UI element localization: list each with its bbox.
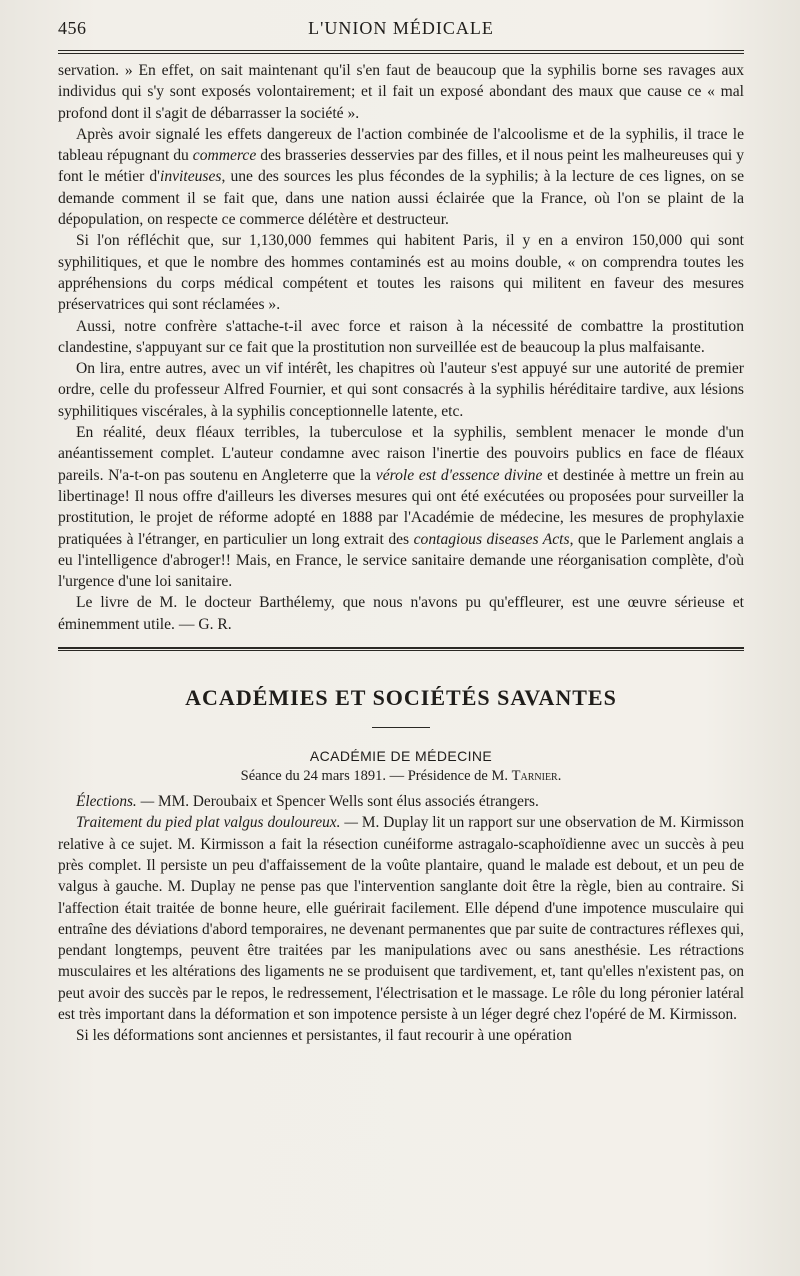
session-line [58,768,744,785]
italic-run: commerce [192,147,257,165]
text-run: des brasseries desservies par des filles, et il nous peint les malheureuses qui y font le métier d' [58,147,744,186]
review-paragraph [58,124,744,230]
journal-title: L'UNION MÉDICALE [308,18,494,38]
page-number: 456 [58,18,87,38]
text-run: Si l'on réfléchit que, sur 1,130,000 femmes qui habitent Paris, il y en a environ 150,000 qui sont syphilitiques, et que le nombre des hommes contaminés est au moins double, « on comprendra toutes les appréhensions du corps médical compétent et toutes les raisons qui militent en faveur des mesures préservatrices qui sont réclamées ». [58,232,744,314]
section-paragraph [58,1025,744,1046]
text-run: MM. Deroubaix et Spencer Wells sont élus associés étrangers. [158,793,539,811]
text-run: Aussi, notre confrère s'attache-t-il avec force et raison à la nécessité de combattre la prostitution clandestine, s'appuyant sur ce fait que la prostitution non surveillée est de beaucoup la plus malfaisante. [58,317,744,356]
title-rule [372,727,430,728]
review-paragraph [58,422,744,592]
session-president: Tarnier [511,768,558,785]
running-head [58,18,744,48]
section-paragraph [58,812,744,1025]
italic-run: inviteuses [160,168,222,186]
review-paragraph [58,592,744,635]
text-run: , que le Parlement anglais a eu l'intelligence d'abroger!! Mais, en France, le service sanitaire demande une réorganisation complète, d'où l'urgence d'une loi sanitaire. [58,530,744,591]
header-rule [58,50,744,54]
text-run: et destinée à mettre un frein au libertinage! Il nous offre d'ailleurs les diverses mesures qui ont été exécutées ou proposées pour surveiller la prostitution, le projet de réforme adopté en 1888 par l'Académie de médecine, les mesures de prophylaxie pratiquées à l'étranger, en particulier un long extrait des [58,466,744,548]
text-run: Le livre de M. le docteur Barthélemy, que nous n'avons pu qu'effleurer, est une œuvre sérieuse et éminemment utile. — G. R. [58,594,744,633]
italic-run: Élections. — [76,793,158,811]
text-run: , une des sources les plus fécondes de la syphilis; à la lecture de ces lignes, on se demande comment il se fait que, dans une nation aussi éclairée que la France, où l'on se plaint de la dépopulation, on respecte ce commerce délétère et destructeur. [58,168,744,229]
text-run: Après avoir signalé les effets dangereux de l'action combinée de l'alcoolisme et de la syphilis, il trace le tableau répugnant du [58,125,744,165]
review-paragraph [58,358,744,422]
review-paragraph [58,230,744,315]
italic-run: vérole est d'essence divine [375,466,543,484]
section-subtitle: ACADÉMIE DE MÉDECINE [309,748,493,765]
section-paragraph [58,791,744,812]
text-run: M. Duplay lit un rapport sur une observation de M. Kirmisson relative à ce sujet. M. Kirmisson a fait la résection cunéiforme astragalo-scaphoïdienne avec un succès à peu près complet. Il persiste un peu d'affaissement de la voûte plantaire, quand le malade est debout, et un peu de valgus à gauche. M. Duplay ne pense pas que l'intervention sanglante doit être la règle, bien au contraire. Si l'affection était traitée de bonne heure, elle guérirait facilement. Elle dépend d'une impotence musculaire qui entraîne des déviations d'abord temporaires, ne devenant permanentes que par suite de contractures réflexes qui, pendant longtemps, peuvent être traitées par les manipulations avec ou sans anesthésie. Les rétractions musculaires et les altérations des ligaments ne se produisent que tardivement, et, tant qu'elles n'existent pas, on peut avoir des succès par le repos, le redressement, l'électrisation et le massage. Le rôle du long péronier latéral est très important dans la déformation et son impotence persiste à un léger degré chez l'opéré de M. Kirmisson. [58,814,744,1023]
section-body [58,791,744,1047]
text-run: servation. » En effet, on sait maintenant qu'il s'en faut de beaucoup que la syphilis borne ses ravages aux individus qui s'y sont exposés volontairement; et il fait un exposé abondant des maux que cause ce « mal profond dont il s'agit de débarrasser la société ». [58,62,744,122]
text-run: En réalité, deux fléaux terribles, la tuberculose et la syphilis, semblent menacer le monde d'un anéantissement complet. L'auteur condamne avec raison l'inertie des pouvoirs publics en face de fléaux pareils. N'a-t-on pas soutenu en Angleterre que la [58,424,744,484]
text-run: On lira, entre autres, avec un vif intérêt, les chapitres où l'auteur s'est appuyé sur une autorité de premier ordre, celle du professeur Alfred Fournier, et qui sont consacrés à la syphilis héréditaire tardive, aux lésions syphilitiques viscérales, à la syphilis conceptionnelle latente, etc. [58,360,744,420]
text-run: Si les déformations sont anciennes et persistantes, il faut recourir à une opération [76,1027,572,1045]
section-title: ACADÉMIES ET SOCIÉTÉS SAVANTES [185,685,617,711]
review-body [58,60,744,635]
review-paragraph [58,60,744,124]
section-separator [58,647,744,651]
session-text: . [557,768,562,785]
italic-run: Traitement du pied plat valgus douloureux. — [76,814,362,832]
review-paragraph [58,316,744,359]
italic-run: contagious diseases Acts [413,530,570,548]
session-text: Séance du 24 mars 1891. — Présidence de M. [240,768,512,785]
